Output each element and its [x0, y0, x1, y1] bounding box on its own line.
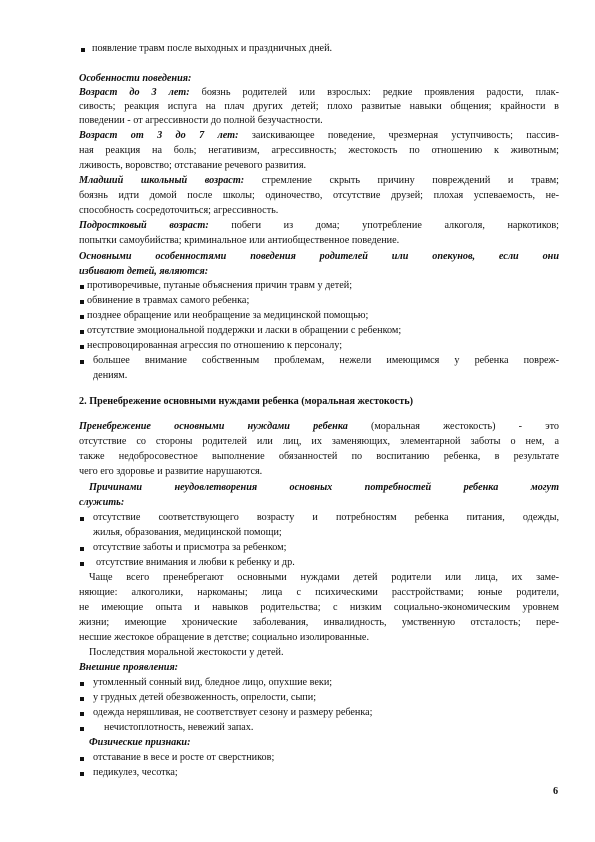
external-item: утомленный сонный вид, бледное лицо, опухшие веки;: [93, 677, 333, 688]
external-item: нечистоплотность, невежий запах.: [104, 722, 254, 733]
often-line3: не имеющие опыта и навыков родительства; с низким социально-экономическим уровнем: [79, 602, 559, 613]
school-line3: способность сосредоточиться; агрессивность.: [79, 205, 279, 216]
parents-heading-line1: Основными особенностями поведения родителей или опекунов, если они: [79, 251, 559, 262]
definition-line3: также недобросовестное выполнение обязанностей по воспитанию ребенка, в результате: [79, 451, 559, 462]
bullet-icon: [80, 360, 84, 364]
parents-item: неспровоцированная агрессия по отношению к персоналу;: [87, 340, 343, 351]
definition-line4: чего его здоровье и развитие нарушаются.: [79, 466, 263, 477]
external-item: у грудных детей обезвоженность, опрелости, сыпи;: [93, 692, 317, 703]
bullet-icon: [80, 285, 84, 289]
cause1-line2: жилья, образования, медицинской помощи;: [93, 527, 282, 538]
external-heading: Внешние проявления:: [79, 662, 179, 673]
bullet-icon: [80, 345, 84, 349]
teen-line2: попытки самоубийства; криминальное или антиобщественное поведение.: [79, 235, 400, 246]
bullet-icon: [80, 547, 84, 551]
bullet-icon: [80, 757, 84, 761]
bullet-icon: [80, 517, 84, 521]
cause2: отсутствие заботы и присмотра за ребенком;: [93, 542, 287, 553]
parents-item: позднее обращение или необращение за медицинской помощью;: [87, 310, 369, 321]
page-number: 6: [553, 786, 559, 797]
physical-item: педикулез, чесотка;: [93, 767, 178, 778]
often-line4: жизни; имеющие хронические заболевания, инвалидность, умственную отсталость; пере-: [79, 617, 559, 628]
bullet-icon: [80, 727, 84, 731]
bullet-icon: [80, 315, 84, 319]
bullet-icon: [80, 682, 84, 686]
age37-line1: Возраст от 3 до 7 лет: заискивающее поведение, чрезмерная уступчивость; пассив-: [79, 130, 560, 141]
external-item: одежда неряшливая, не соответствует сезону и размеру ребенка;: [93, 707, 373, 718]
consequences-text: Последствия моральной жестокости у детей.: [89, 647, 284, 658]
parents-item-last-line2: дениям.: [93, 370, 128, 381]
bullet-icon: [80, 772, 84, 776]
definition-line2: отсутствие со стороны родителей или лиц, их заменяющих, элементарной заботы о нем, а: [79, 436, 559, 447]
school-line1: Младший школьный возраст: стремление скрыть причину повреждений и травм;: [79, 175, 559, 186]
teen-line1: Подростковый возраст: побеги из дома; употребление алкоголя, наркотиков;: [79, 220, 560, 231]
top-bullet-text: появление травм после выходных и праздничных дней.: [92, 43, 333, 54]
often-line1: Чаще всего пренебрегают основными нуждами детей родители или лица, их заме-: [89, 572, 559, 583]
bullet-icon: [80, 562, 84, 566]
age03-line1: Возраст до 3 лет: боязнь родителей или взрослых: редкие проявления радости, плак-: [79, 87, 559, 98]
bullet-icon: [81, 48, 85, 52]
section2-title: 2. Пренебрежение основными нуждами ребенка (моральная жестокость): [79, 396, 414, 407]
causes-heading-line1: Причинами неудовлетворения основных потребностей ребенка могут: [89, 482, 559, 493]
causes-heading-line2: служить:: [79, 497, 125, 508]
age03-line2: сивость; реакция испуга на плач других детей; плохо развитые навыки общения; крайности в: [79, 101, 559, 112]
bullet-icon: [80, 712, 84, 716]
parents-item-last-line1: большее внимание собственным проблемам, нежели имеющимся у ребенка повреж-: [93, 355, 559, 366]
parents-item: противоречивые, путаные объяснения причин травм у детей;: [87, 280, 353, 291]
often-line5: несшие жестокое обращение в детстве; социально изолированные.: [79, 632, 370, 643]
definition-line1: Пренебрежение основными нуждами ребенка (моральная жестокость) - это: [79, 421, 559, 432]
parents-heading-line2: избивают детей, являются:: [79, 266, 209, 277]
parents-item: отсутствие эмоциональной поддержки и ласки в обращении с ребенком;: [87, 325, 402, 336]
physical-item: отставание в весе и росте от сверстников;: [93, 752, 275, 763]
behavior-heading: Особенности поведения:: [79, 73, 192, 84]
parents-item: обвинение в травмах самого ребенка;: [87, 295, 250, 306]
often-line2: няющие: алкоголики, наркоманы; лица с психическими расстройствами; юные родители,: [79, 587, 559, 598]
age03-line3: поведении - от агрессивности до полной безучастности.: [79, 115, 323, 126]
bullet-icon: [80, 697, 84, 701]
age37-line3: лживость, воровство; отставание речевого развития.: [79, 160, 307, 171]
bullet-icon: [80, 330, 84, 334]
physical-heading: Физические признаки:: [89, 737, 191, 748]
cause3: отсутствие внимания и любви к ребенку и др.: [96, 557, 295, 568]
age37-line2: ная реакция на боль; негативизм, агрессивность; жестокость по отношению к животным;: [79, 145, 559, 156]
cause1-line1: отсутствие соответствующего возрасту и потребностям ребенка питания, одежды,: [93, 512, 559, 523]
school-line2: боязнь идти домой после школы; одиночество, отсутствие друзей; плохая успеваемость, не-: [79, 190, 559, 201]
bullet-icon: [80, 300, 84, 304]
